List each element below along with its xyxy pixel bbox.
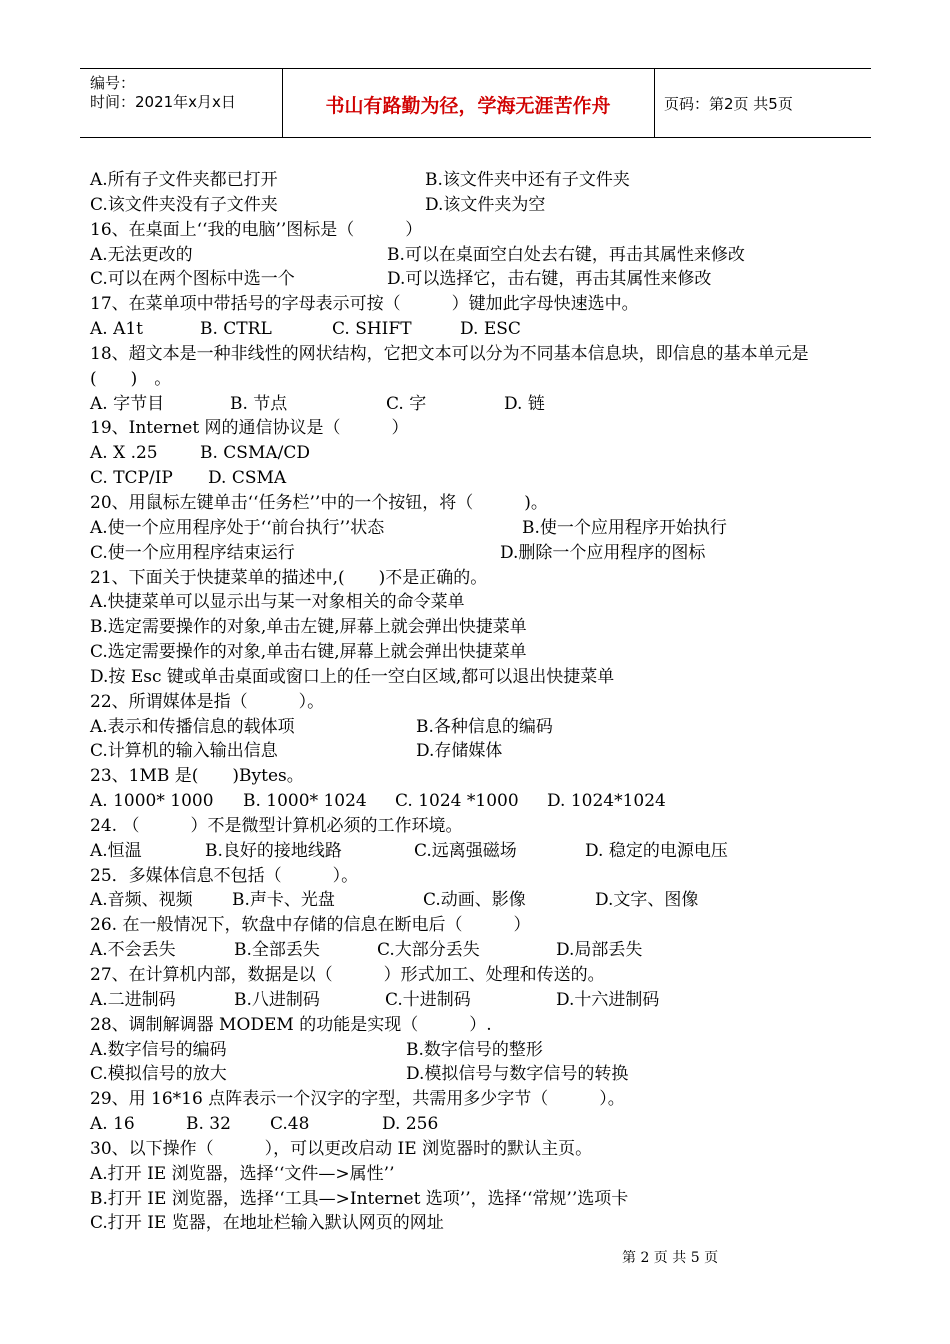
option-text: C. SHIFT — [332, 319, 412, 340]
question-line — [90, 292, 870, 317]
option-text: C.该文件夹没有子文件夹 — [90, 194, 278, 215]
option-text: C.48 — [270, 1114, 310, 1135]
line-text: 25．多媒体信息不包括（ ）。 — [90, 865, 359, 886]
option-row — [90, 789, 870, 814]
question-line — [90, 491, 870, 516]
line-text: 21、下面关于快捷菜单的描述中,( )不是正确的。 — [90, 567, 488, 588]
line-text: A.打开 IE 浏览器，选择‘‘文件—>属性’’ — [90, 1163, 395, 1184]
option-row — [90, 243, 870, 268]
line-text: 16、在桌面上‘‘我的电脑’’图标是（ ） — [90, 219, 423, 240]
option-text: B.全部丢失 — [234, 940, 320, 961]
number-label: 编号： — [90, 74, 136, 92]
option-text: B.该文件夹中还有子文件夹 — [425, 170, 630, 190]
line-text: 27、在计算机内部，数据是以（ ）形式加工、处理和传送的。 — [90, 965, 605, 985]
option-row — [90, 1038, 870, 1063]
option-text: A.二进制码 — [90, 989, 176, 1010]
option-text: B.八进制码 — [234, 989, 320, 1010]
option-row — [90, 441, 870, 466]
line-text: 19、Internet 网的通信协议是（ ） — [90, 418, 409, 439]
option-row — [90, 193, 870, 218]
option-text: B.良好的接地线路 — [205, 840, 342, 861]
question-line — [90, 963, 870, 988]
question-line — [90, 690, 870, 715]
option-text: A.使一个应用程序处于‘‘前台执行’’状态 — [90, 517, 385, 538]
option-row — [90, 392, 870, 417]
option-row — [90, 317, 870, 342]
option-text: D. 链 — [504, 393, 545, 414]
line-text: 29、用 16*16 点阵表示一个汉字的字型，共需用多少字节（ ）。 — [90, 1089, 625, 1110]
option-text: B.各种信息的编码 — [416, 716, 553, 737]
question-line — [90, 416, 870, 441]
header-table — [80, 68, 871, 138]
option-text: A.表示和传播信息的载体项 — [90, 716, 295, 737]
option-row — [90, 168, 870, 193]
option-text: D.文字、图像 — [595, 890, 699, 911]
question-line — [90, 566, 870, 591]
option-text: D.删除一个应用程序的图标 — [500, 542, 706, 563]
option-row — [90, 516, 870, 541]
option-text: B. 节点 — [230, 393, 288, 414]
question-line — [90, 913, 870, 938]
header-divider — [654, 69, 655, 137]
option-row — [90, 466, 870, 491]
page-info: 页码：第2页 共5页 — [664, 95, 793, 113]
option-text: A. X .25 — [90, 443, 158, 464]
question-line — [90, 1087, 870, 1112]
question-line — [90, 590, 870, 615]
line-text: 30、以下操作（ ），可以更改启动 IE 浏览器时的默认主页。 — [90, 1138, 593, 1159]
question-line — [90, 1187, 870, 1212]
line-text: 17、在菜单项中带括号的字母表示可按（ ）键加此字母快速选中。 — [90, 294, 639, 315]
line-text: 26. 在一般情况下，软盘中存储的信息在断电后（ ） — [90, 915, 531, 936]
option-text: C.动画、影像 — [423, 890, 526, 911]
option-text: A. A1t — [90, 319, 144, 340]
question-line — [90, 814, 870, 839]
question-line — [90, 1162, 870, 1187]
question-line — [90, 342, 870, 392]
option-text: B.数字信号的整形 — [406, 1039, 543, 1060]
line-text: 22、所谓媒体是指（ ）。 — [90, 691, 325, 712]
option-text: C.远离强磁场 — [414, 840, 517, 861]
line-text: 28、调制解调器 MODEM 的功能是实现（ ）. — [90, 1014, 492, 1035]
option-row — [90, 1062, 870, 1087]
option-row — [90, 541, 870, 566]
option-text: C.十进制码 — [385, 989, 471, 1010]
option-text: A.所有子文件夹都已打开 — [90, 170, 278, 190]
line-text: C.打开 IE 览器，在地址栏输入默认网页的网址 — [90, 1213, 444, 1234]
option-text: C.使一个应用程序结束运行 — [90, 542, 295, 563]
line-text: B.选定需要操作的对象,单击左键,屏幕上就会弹出快捷菜单 — [90, 617, 527, 638]
question-line — [90, 1211, 870, 1236]
option-text: A.无法更改的 — [90, 244, 193, 265]
option-text: C. 字 — [386, 393, 427, 414]
option-text: C.计算机的输入输出信息 — [90, 741, 278, 762]
option-row — [90, 267, 870, 292]
option-text: D. ESC — [460, 319, 521, 340]
option-text: D.十六进制码 — [556, 989, 660, 1010]
option-text: D. 稳定的电源电压 — [585, 840, 728, 861]
question-line — [90, 864, 870, 889]
page-footer: 第 2 页 共 5 页 — [622, 1250, 719, 1266]
option-text: A. 1000* 1000 — [90, 791, 214, 812]
option-text: C.大部分丢失 — [377, 940, 480, 961]
option-row — [90, 988, 870, 1013]
option-row — [90, 715, 870, 740]
option-text: A.音频、视频 — [90, 890, 193, 911]
line-text: D.按 Esc 键或单击桌面或窗口上的任一空白区域,都可以退出快捷菜单 — [90, 666, 615, 687]
motto: 书山有路勤为径，学海无涯苦作舟 — [325, 95, 611, 117]
option-row — [90, 739, 870, 764]
line-text: C.选定需要操作的对象,单击右键,屏幕上就会弹出快捷菜单 — [90, 642, 527, 663]
option-text: B. 32 — [186, 1114, 231, 1135]
question-line — [90, 615, 870, 640]
line-text: 24. （ ）不是微型计算机必须的工作环境。 — [90, 815, 463, 836]
option-text: C. 1024 *1000 — [395, 791, 519, 812]
option-text: A.恒温 — [90, 840, 142, 861]
line-text: A.快捷菜单可以显示出与某一对象相关的命令菜单 — [90, 592, 465, 613]
line-text: 23、1MB 是( )Bytes。 — [90, 766, 304, 787]
option-text: D. 1024*1024 — [547, 791, 666, 812]
option-text: B.声卡、光盘 — [232, 890, 335, 911]
line-text: B.打开 IE 浏览器，选择‘‘工具—>Internet 选项’’，选择‘‘常规’’选项卡 — [90, 1188, 629, 1209]
question-line — [90, 640, 870, 665]
option-text: A. 16 — [90, 1114, 135, 1135]
option-text: B.可以在桌面空白处去右键，再击其属性来修改 — [387, 244, 745, 265]
option-text: A.数字信号的编码 — [90, 1039, 227, 1060]
option-text: B.使一个应用程序开始执行 — [522, 517, 727, 538]
question-list — [90, 168, 870, 1236]
option-row — [90, 938, 870, 963]
question-line — [90, 665, 870, 690]
time-label: 时间：2021年x月x日 — [90, 93, 236, 111]
option-text: B. 1000* 1024 — [243, 791, 367, 812]
option-text: C.模拟信号的放大 — [90, 1064, 227, 1085]
option-text: D.该文件夹为空 — [425, 194, 546, 215]
line-text: 18、超文本是一种非线性的网状结构，它把文本可以分为不同基本信息块，即信息的基本单元是( ) 。 — [90, 343, 809, 389]
line-text: 20、用鼠标左键单击‘‘任务栏’’中的一个按钮，将（ )。 — [90, 492, 548, 513]
option-text: B. CTRL — [200, 319, 272, 340]
option-text: D. CSMA — [208, 468, 287, 489]
option-text: D.存储媒体 — [416, 741, 503, 762]
option-row — [90, 839, 870, 864]
question-line — [90, 1013, 870, 1038]
option-text: D.可以选择它，击右键，再击其属性来修改 — [387, 269, 712, 290]
option-text: A. 字节目 — [90, 393, 165, 414]
option-text: D.模拟信号与数字信号的转换 — [406, 1064, 629, 1085]
option-text: A.不会丢失 — [90, 940, 176, 961]
question-line — [90, 218, 870, 243]
option-row — [90, 888, 870, 913]
option-text: B. CSMA/CD — [200, 443, 311, 464]
option-text: C. TCP/IP — [90, 468, 173, 489]
question-line — [90, 764, 870, 789]
option-text: C.可以在两个图标中选一个 — [90, 269, 295, 290]
option-text: D. 256 — [382, 1114, 439, 1135]
option-text: D.局部丢失 — [556, 940, 643, 961]
option-row — [90, 1112, 870, 1137]
question-line — [90, 1137, 870, 1162]
